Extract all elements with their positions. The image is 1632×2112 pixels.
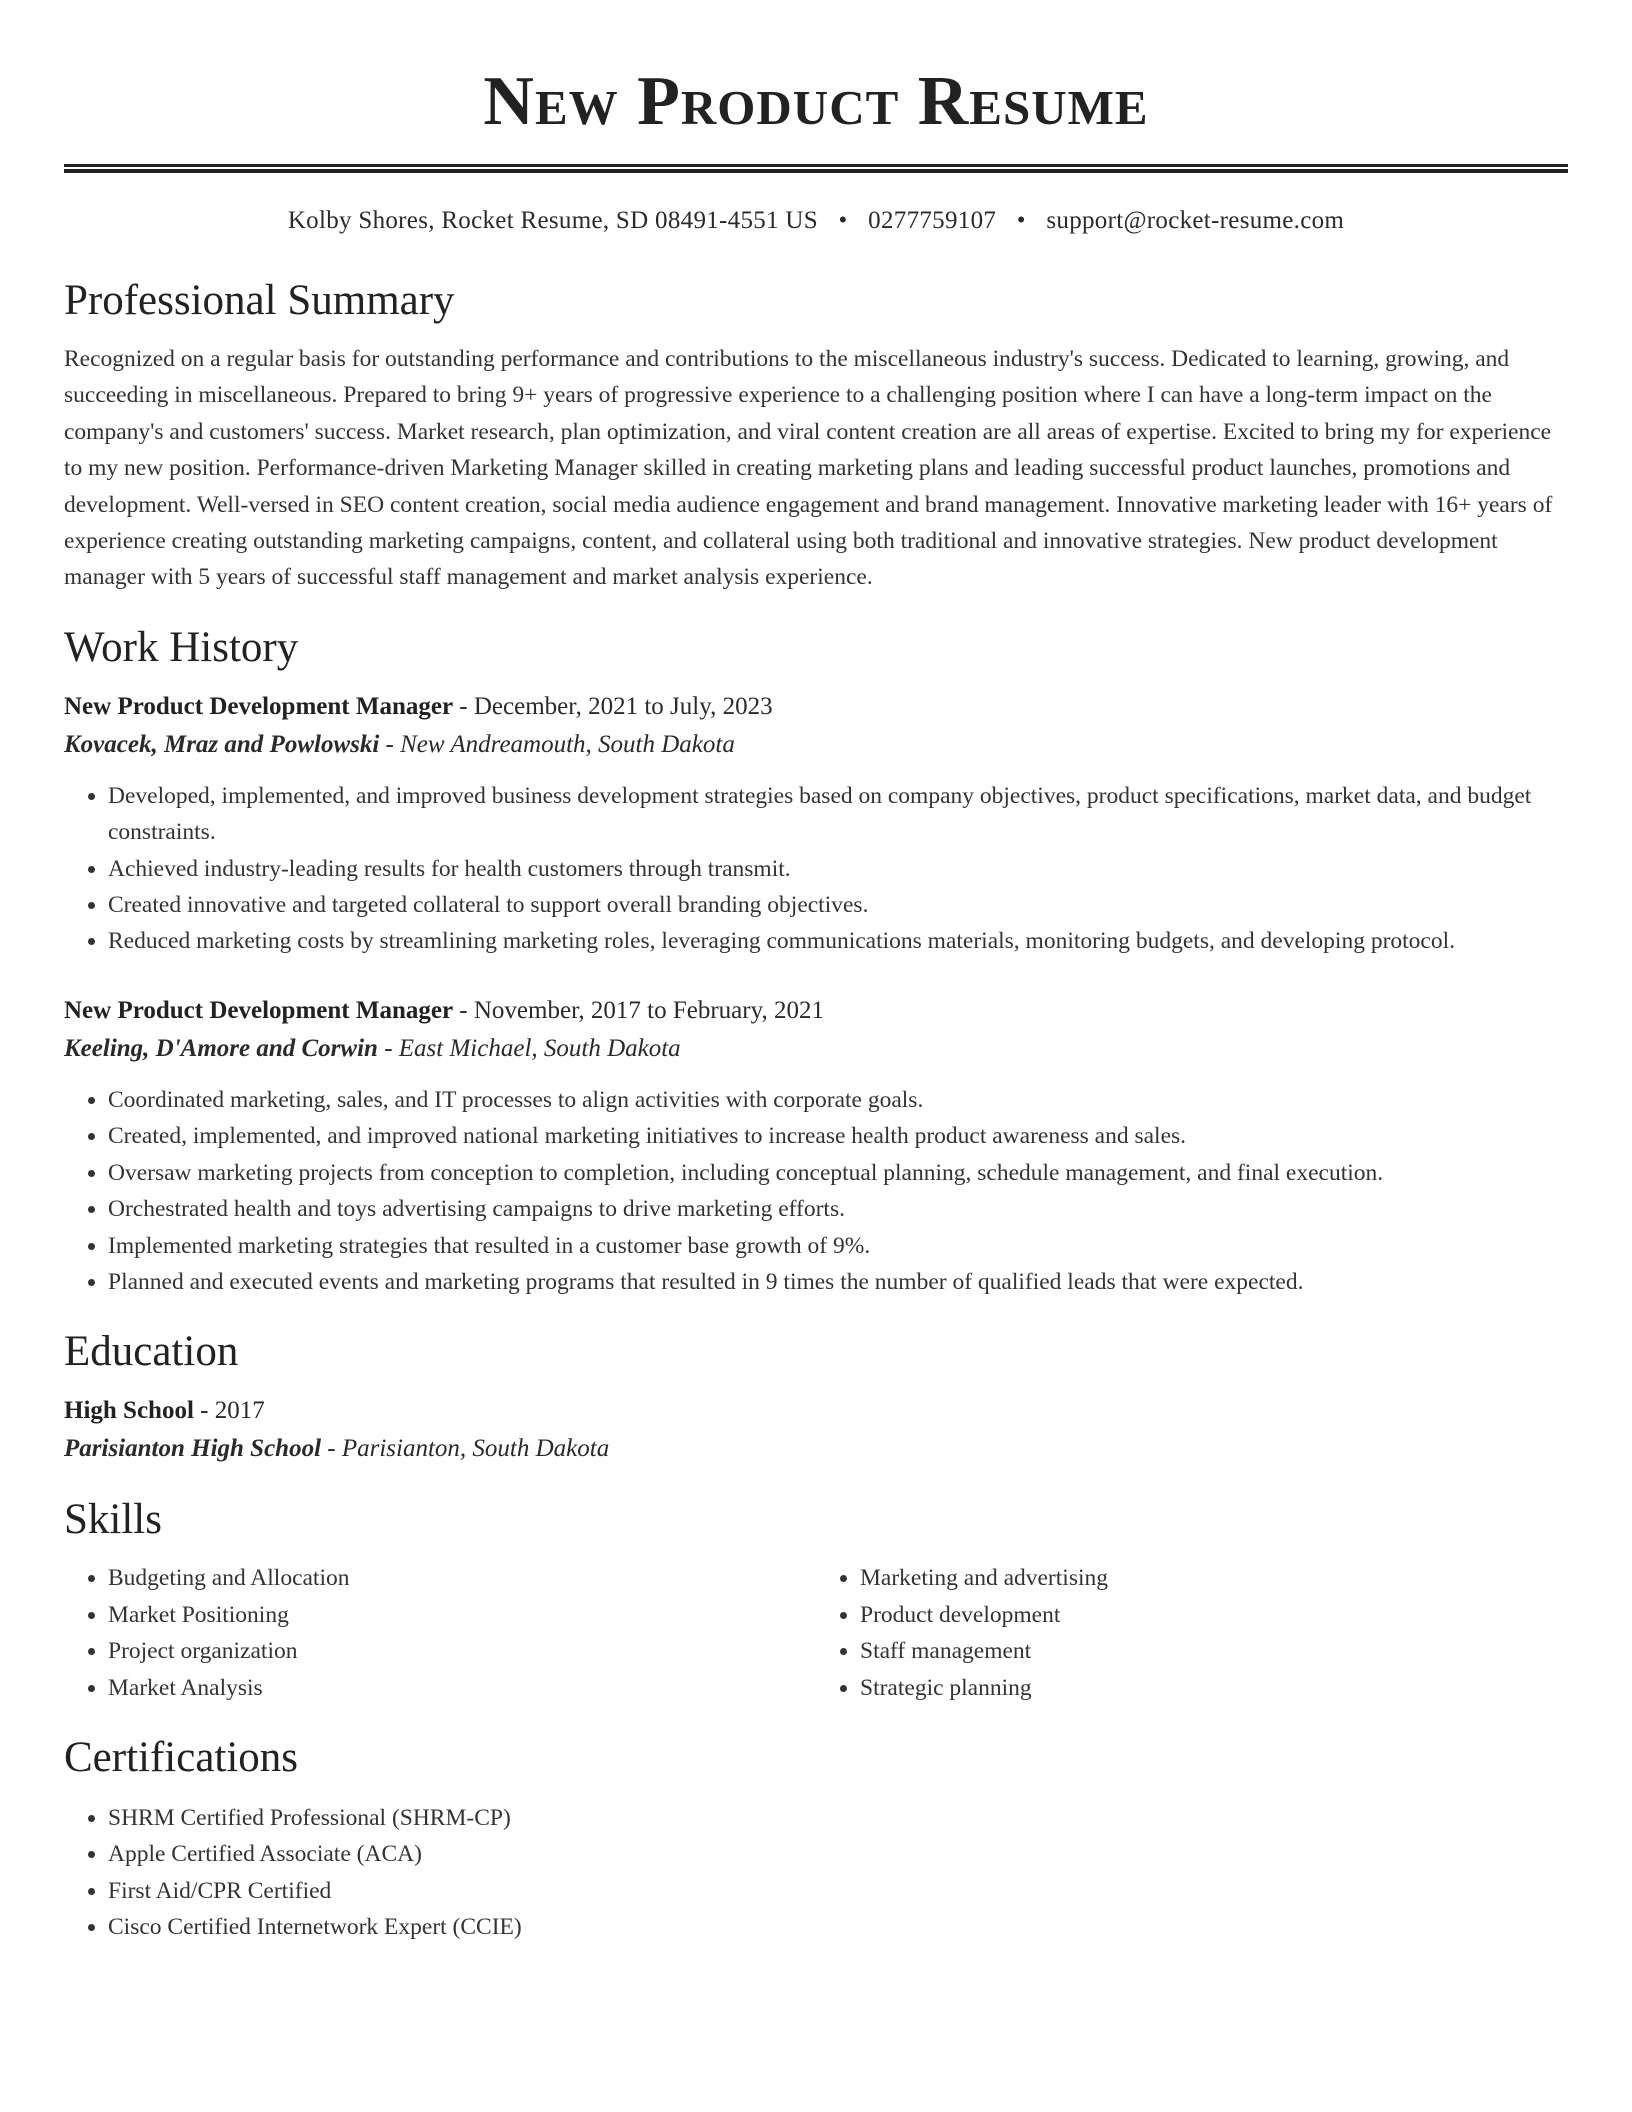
company-name: Keeling, D'Amore and Corwin <box>64 1034 378 1062</box>
job-title: New Product Development Manager <box>64 996 454 1024</box>
job-bullets <box>64 778 1568 960</box>
company-line <box>64 726 1568 764</box>
job-entry <box>64 688 1568 960</box>
certification-item: • Cisco Certified Internetwork Expert (CCIE) <box>108 1909 1568 1945</box>
job-title-line <box>64 688 1568 726</box>
education-location: - Parisianton, South Dakota <box>321 1435 610 1463</box>
job-bullet: • Oversaw marketing projects from conception to completion, including conceptual planning, schedule management, and final execution. <box>108 1155 1568 1191</box>
education-heading: Education <box>64 1328 239 1376</box>
job-bullet: • Implemented marketing strategies that resulted in a customer base growth of 9%. <box>108 1228 1568 1264</box>
certification-item: • First Aid/CPR Certified <box>108 1873 1568 1909</box>
contact-address: Kolby Shores, Rocket Resume, SD 08491-4551 US <box>287 207 818 234</box>
education-degree: High School <box>64 1397 194 1425</box>
summary-heading: Professional Summary <box>64 277 455 324</box>
education-school-line <box>64 1430 1568 1468</box>
skills-columns <box>64 1560 1568 1706</box>
company-location: - East Michael, South Dakota <box>377 1034 681 1062</box>
skill-item: • Budgeting and Allocation <box>108 1560 816 1596</box>
skill-item: • Strategic planning <box>860 1670 1568 1706</box>
work-history-heading: Work History <box>64 623 299 671</box>
education-degree-line <box>64 1392 1568 1430</box>
contact-separator: • <box>838 207 848 234</box>
skills-list-right <box>816 1560 1568 1706</box>
resume-title: New Product Resume <box>483 63 1149 140</box>
resume-page <box>64 0 1568 1946</box>
job-bullet: • Reduced marketing costs by streamlining marketing roles, leveraging communications materials, monitoring budgets, and developing protocol. <box>108 923 1568 959</box>
job-bullet: • Planned and executed events and marketing programs that resulted in 9 times the number of qualified leads that were expected. <box>108 1264 1568 1300</box>
skill-item: • Marketing and advertising <box>860 1560 1568 1596</box>
job-bullet: • Created innovative and targeted collateral to support overall branding objectives. <box>108 887 1568 923</box>
job-bullet: • Achieved industry-leading results for health customers through transmit. <box>108 851 1568 887</box>
job-dates: - November, 2017 to February, 2021 <box>453 996 824 1024</box>
company-line <box>64 1030 1568 1068</box>
job-bullet: • Coordinated marketing, sales, and IT processes to align activities with corporate goals. <box>108 1082 1568 1118</box>
certification-item: • SHRM Certified Professional (SHRM-CP) <box>108 1800 1568 1836</box>
skill-item: • Product development <box>860 1597 1568 1633</box>
skill-item: • Market Positioning <box>108 1597 816 1633</box>
job-bullet: • Created, implemented, and improved national marketing initiatives to increase health product awareness and sales. <box>108 1118 1568 1154</box>
summary-text: Recognized on a regular basis for outstanding performance and contributions to the miscellaneous industry's success. Dedicated to learning, growing, and succeeding in miscellaneous. Prepared to bring 9+ years of progressive experience to a challenging position where I can have a long-term impact on the company's and customers' success. Market research, plan optimization, and viral content creation are all areas of expertise. Excited to bring my for experience to my new position. Performance-driven Marketing Manager skilled in creating marketing plans and leading successful product launches, promotions and development. Well-versed in SEO content creation, social media audience engagement and brand management. Innovative marketing leader with 16+ years of experience creating outstanding marketing campaigns, content, and collateral using both traditional and innovative strategies. New product development manager with 5 years of successful staff management and market analysis experience. <box>64 346 1553 591</box>
contact-email: support@rocket-resume.com <box>1046 207 1345 234</box>
job-bullet: • Developed, implemented, and improved business development strategies based on company objectives, product specifications, market data, and budget constraints. <box>108 778 1568 851</box>
contact-line <box>64 205 1568 237</box>
job-bullets <box>64 1082 1568 1300</box>
company-location: - New Andreamouth, South Dakota <box>379 730 735 758</box>
skill-item: • Project organization <box>108 1633 816 1669</box>
contact-separator: • <box>1016 207 1026 234</box>
skills-list-left <box>64 1560 816 1706</box>
contact-phone: 0277759107 <box>868 207 997 234</box>
job-bullet: • Orchestrated health and toys advertising campaigns to drive marketing efforts. <box>108 1191 1568 1227</box>
title-divider <box>64 164 1568 173</box>
job-dates: - December, 2021 to July, 2023 <box>453 692 773 720</box>
skill-item: • Staff management <box>860 1633 1568 1669</box>
certification-item: • Apple Certified Associate (ACA) <box>108 1836 1568 1872</box>
certifications-list <box>64 1800 1568 1946</box>
job-entry <box>64 992 1568 1300</box>
job-title-line <box>64 992 1568 1030</box>
job-title: New Product Development Manager <box>64 692 454 720</box>
certifications-heading: Certifications <box>64 1733 299 1781</box>
company-name: Kovacek, Mraz and Powlowski <box>64 730 380 758</box>
skills-heading: Skills <box>64 1496 162 1544</box>
skill-item: • Market Analysis <box>108 1670 816 1706</box>
education-school: Parisianton High School <box>64 1435 322 1463</box>
education-year: - 2017 <box>193 1397 265 1425</box>
